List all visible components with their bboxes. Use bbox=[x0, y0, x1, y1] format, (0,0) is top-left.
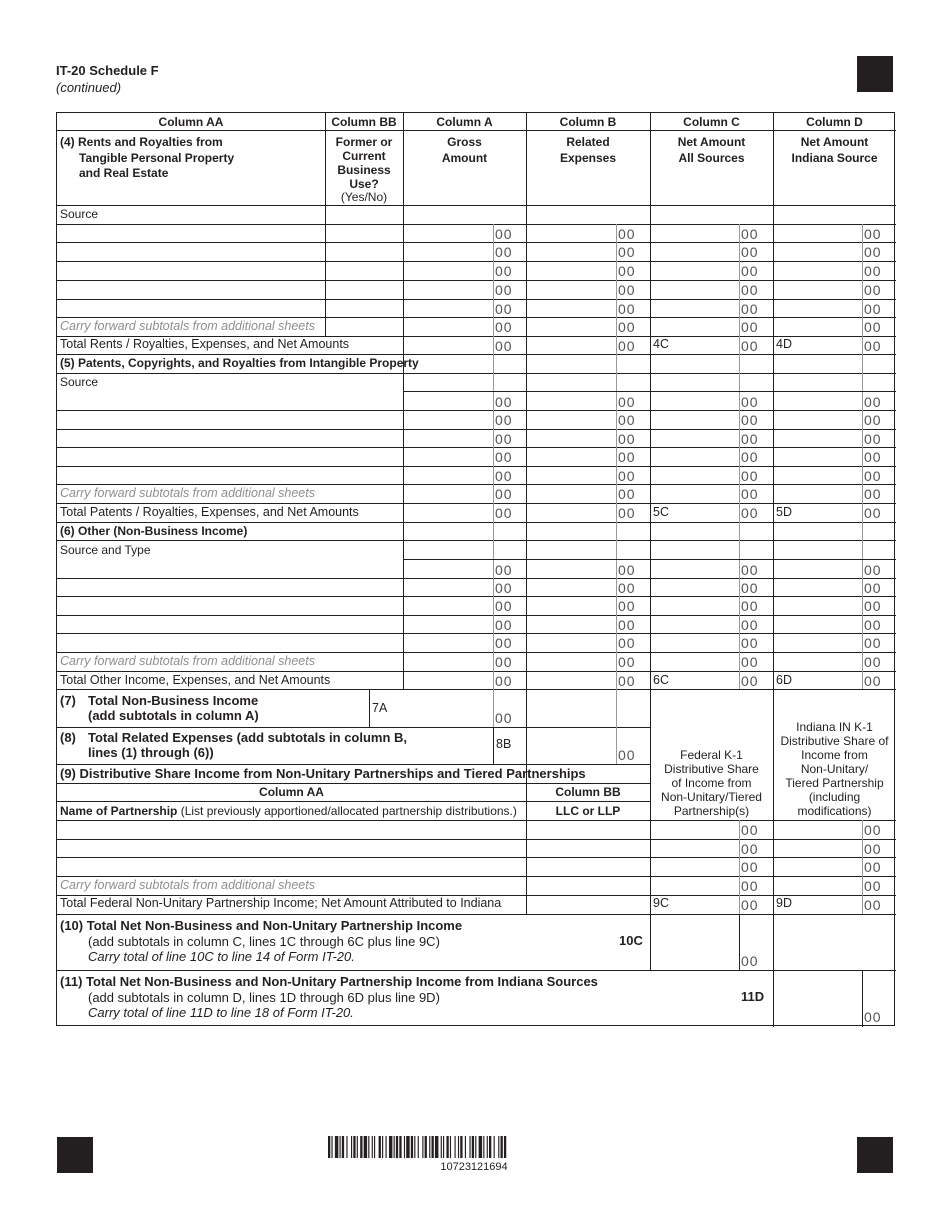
cents-marker: 00 bbox=[741, 244, 759, 260]
cents-marker: 00 bbox=[495, 486, 513, 502]
cents-marker: 00 bbox=[864, 468, 882, 484]
partnership-name-note: (List previously apportioned/allocated partnership distributions.) bbox=[177, 804, 517, 818]
barcode-bar bbox=[458, 1136, 459, 1158]
line-10-subtitle: (add subtotals in column C, lines 1C through 6C plus line 9C) bbox=[88, 934, 440, 949]
barcode-bar bbox=[342, 1136, 344, 1158]
federal-k1-head-3: of Income from bbox=[671, 776, 752, 790]
barcode-bar bbox=[389, 1136, 392, 1158]
cents-marker: 00 bbox=[741, 301, 759, 317]
cents-marker: 00 bbox=[864, 897, 882, 913]
cents-marker: 00 bbox=[864, 673, 882, 689]
cents-marker: 00 bbox=[618, 468, 636, 484]
cents-marker: 00 bbox=[741, 505, 759, 521]
cents-marker: 00 bbox=[741, 654, 759, 670]
cents-marker: 00 bbox=[495, 263, 513, 279]
barcode-bar bbox=[432, 1136, 434, 1158]
barcode-bar bbox=[446, 1136, 448, 1158]
cents-marker: 00 bbox=[864, 301, 882, 317]
cents-marker: 00 bbox=[741, 412, 759, 428]
cents-marker: 00 bbox=[741, 673, 759, 689]
section-6-source-label: Source and Type bbox=[60, 543, 151, 557]
line-7-number: (7) bbox=[60, 693, 76, 708]
barcode-bar bbox=[368, 1136, 369, 1158]
barcode-bar bbox=[382, 1136, 383, 1158]
barcode-bar bbox=[455, 1136, 456, 1158]
line-8-number: (8) bbox=[60, 730, 76, 745]
section-4-title-line2: Tangible Personal Property bbox=[79, 151, 235, 165]
section-5-title: (5) Patents, Copyrights, and Royalties from Intangible Property bbox=[60, 356, 419, 370]
barcode-bar bbox=[429, 1136, 430, 1158]
barcode-bar bbox=[340, 1136, 341, 1158]
barcode-bar bbox=[504, 1136, 506, 1158]
line-11-carry-note: Carry total of line 11D to line 18 of Form IT-20. bbox=[88, 1005, 354, 1020]
column-c-desc-2: All Sources bbox=[678, 151, 745, 165]
cents-marker: 00 bbox=[864, 394, 882, 410]
barcode-bar bbox=[494, 1136, 495, 1158]
line-9-column-aa-header: Column AA bbox=[259, 785, 324, 799]
section-9-total-label: Total Federal Non-Unitary Partnership Income; Net Amount Attributed to Indiana bbox=[60, 896, 502, 910]
barcode-bar bbox=[379, 1136, 381, 1158]
line-8b-code: 8B bbox=[496, 737, 512, 751]
barcode-bar bbox=[489, 1136, 491, 1158]
line-6c-code: 6C bbox=[653, 673, 669, 687]
cents-marker: 00 bbox=[495, 617, 513, 633]
barcode-bar bbox=[364, 1136, 367, 1158]
cents-marker: 00 bbox=[741, 953, 759, 969]
barcode-bar bbox=[475, 1136, 476, 1158]
cents-marker: 00 bbox=[495, 654, 513, 670]
partnership-name-label: Name of Partnership bbox=[60, 804, 178, 818]
line-5c-code: 5C bbox=[653, 505, 669, 519]
cents-marker: 00 bbox=[864, 412, 882, 428]
line-9-title: (9) Distributive Share Income from Non-Unitary Partnerships and Tiered Partnerships bbox=[60, 766, 586, 781]
indiana-k1-head-1: Indiana IN K-1 bbox=[796, 720, 873, 734]
federal-k1-head-4: Non-Unitary/Tiered bbox=[661, 790, 762, 804]
column-a-header: Column A bbox=[436, 115, 493, 129]
cents-marker: 00 bbox=[741, 841, 759, 857]
cents-marker: 00 bbox=[495, 710, 513, 726]
cents-marker: 00 bbox=[495, 301, 513, 317]
line-4d-code: 4D bbox=[776, 337, 792, 351]
barcode-bar bbox=[450, 1136, 451, 1158]
line-9d-code: 9D bbox=[776, 896, 792, 910]
cents-marker: 00 bbox=[495, 580, 513, 596]
barcode-bar bbox=[353, 1136, 355, 1158]
cents-marker: 00 bbox=[618, 244, 636, 260]
line-10-title: (10) Total Net Non-Business and Non-Unitary Partnership Income bbox=[60, 918, 463, 933]
barcode-bar bbox=[425, 1136, 427, 1158]
section-5-source-label: Source bbox=[60, 375, 99, 389]
indiana-k1-head-6: (including bbox=[808, 790, 861, 804]
cents-marker: 00 bbox=[864, 319, 882, 335]
cents-marker: 00 bbox=[864, 263, 882, 279]
line-11d-code: 11D bbox=[741, 989, 765, 1004]
section-6-title: (6) Other (Non-Business Income) bbox=[60, 524, 248, 538]
column-b-desc-2: Expenses bbox=[559, 151, 617, 165]
cents-marker: 00 bbox=[618, 301, 636, 317]
barcode-bar bbox=[386, 1136, 387, 1158]
indiana-k1-head-2: Distributive Share of bbox=[780, 734, 889, 748]
barcode-bar bbox=[328, 1136, 330, 1158]
cents-marker: 00 bbox=[495, 244, 513, 260]
cents-marker: 00 bbox=[864, 431, 882, 447]
cents-marker: 00 bbox=[618, 598, 636, 614]
cents-marker: 00 bbox=[495, 282, 513, 298]
cents-marker: 00 bbox=[864, 486, 882, 502]
column-bb-desc-3: Business bbox=[337, 163, 391, 177]
barcode-bar bbox=[418, 1136, 419, 1158]
cents-marker: 00 bbox=[864, 878, 882, 894]
barcode-bar bbox=[483, 1136, 484, 1158]
barcode-bar bbox=[399, 1136, 401, 1158]
cents-marker: 00 bbox=[741, 897, 759, 913]
registration-mark-bottom-left bbox=[57, 1137, 93, 1173]
barcode-bar bbox=[479, 1136, 482, 1158]
line-5d-code: 5D bbox=[776, 505, 792, 519]
cents-marker: 00 bbox=[741, 878, 759, 894]
form-title: IT-20 Schedule F bbox=[56, 63, 159, 78]
section-4-total-label: Total Rents / Royalties, Expenses, and Net Amounts bbox=[60, 337, 350, 351]
cents-marker: 00 bbox=[741, 859, 759, 875]
cents-marker: 00 bbox=[618, 394, 636, 410]
cents-marker: 00 bbox=[864, 635, 882, 651]
barcode-bar bbox=[357, 1136, 358, 1158]
column-aa-header: Column AA bbox=[158, 115, 224, 129]
indiana-k1-head-7: modifications) bbox=[797, 804, 872, 818]
cents-marker: 00 bbox=[741, 282, 759, 298]
barcode bbox=[328, 1136, 620, 1158]
barcode-bar bbox=[498, 1136, 499, 1158]
cents-marker: 00 bbox=[495, 635, 513, 651]
column-c-header: Column C bbox=[683, 115, 740, 129]
column-b-desc-1: Related bbox=[566, 135, 610, 149]
line-7a-code: 7A bbox=[372, 701, 388, 715]
cents-marker: 00 bbox=[741, 338, 759, 354]
barcode-number: 10723121694 bbox=[440, 1161, 508, 1173]
barcode-bar bbox=[411, 1136, 413, 1158]
barcode-bar bbox=[460, 1136, 462, 1158]
barcode-bar bbox=[422, 1136, 423, 1158]
cents-marker: 00 bbox=[495, 226, 513, 242]
cents-marker: 00 bbox=[864, 580, 882, 596]
column-d-desc-1: Net Amount bbox=[800, 135, 869, 149]
barcode-bar bbox=[372, 1136, 373, 1158]
cents-marker: 00 bbox=[618, 635, 636, 651]
section-5-carry-forward: Carry forward subtotals from additional sheets bbox=[60, 486, 315, 500]
column-c-desc-1: Net Amount bbox=[677, 135, 746, 149]
column-d-header: Column D bbox=[806, 115, 863, 129]
cents-marker: 00 bbox=[495, 468, 513, 484]
barcode-bar bbox=[441, 1136, 442, 1158]
column-b-header: Column B bbox=[559, 115, 617, 129]
cents-marker: 00 bbox=[864, 1009, 882, 1025]
cents-marker: 00 bbox=[618, 747, 636, 763]
cents-marker: 00 bbox=[618, 226, 636, 242]
barcode-bar bbox=[360, 1136, 362, 1158]
cents-marker: 00 bbox=[741, 580, 759, 596]
column-a-desc-2: Amount bbox=[441, 151, 488, 165]
section-9-carry-forward: Carry forward subtotals from additional sheets bbox=[60, 878, 315, 892]
column-a-desc-1: Gross bbox=[447, 135, 482, 149]
federal-k1-head-1: Federal K-1 bbox=[680, 748, 743, 762]
cents-marker: 00 bbox=[618, 319, 636, 335]
column-d-desc-2: Indiana Source bbox=[791, 151, 878, 165]
cents-marker: 00 bbox=[495, 673, 513, 689]
cents-marker: 00 bbox=[864, 562, 882, 578]
line-11-subtitle: (add subtotals in column D, lines 1D through 6D plus line 9D) bbox=[88, 990, 440, 1005]
cents-marker: 00 bbox=[495, 319, 513, 335]
continued-label: (continued) bbox=[56, 80, 122, 95]
section-4-carry-forward: Carry forward subtotals from additional sheets bbox=[60, 319, 315, 333]
cents-marker: 00 bbox=[741, 635, 759, 651]
cents-marker: 00 bbox=[741, 598, 759, 614]
indiana-k1-head-4: Non-Unitary/ bbox=[800, 762, 869, 776]
barcode-bar bbox=[443, 1136, 444, 1158]
cents-marker: 00 bbox=[741, 822, 759, 838]
barcode-bar bbox=[331, 1136, 332, 1158]
cents-marker: 00 bbox=[741, 449, 759, 465]
cents-marker: 00 bbox=[495, 562, 513, 578]
cents-marker: 00 bbox=[618, 505, 636, 521]
federal-k1-head-2: Distributive Share bbox=[664, 762, 759, 776]
cents-marker: 00 bbox=[618, 580, 636, 596]
cents-marker: 00 bbox=[864, 617, 882, 633]
section-5-total-label: Total Patents / Royalties, Expenses, and Net Amounts bbox=[60, 505, 359, 519]
line-9-column-bb-header: Column BB bbox=[555, 785, 621, 799]
barcode-bar bbox=[472, 1136, 474, 1158]
cents-marker: 00 bbox=[618, 673, 636, 689]
cents-marker: 00 bbox=[495, 505, 513, 521]
barcode-bar bbox=[435, 1136, 438, 1158]
cents-marker: 00 bbox=[864, 282, 882, 298]
cents-marker: 00 bbox=[618, 263, 636, 279]
line-8-text-1: Total Related Expenses (add subtotals in column B, bbox=[88, 730, 408, 745]
line-4c-code: 4C bbox=[653, 337, 669, 351]
barcode-bar bbox=[394, 1136, 395, 1158]
line-8-text-2: lines (1) through (6)) bbox=[88, 745, 214, 760]
cents-marker: 00 bbox=[864, 654, 882, 670]
cents-marker: 00 bbox=[495, 598, 513, 614]
column-bb-desc-2: Current bbox=[342, 149, 386, 163]
barcode-bar bbox=[335, 1136, 338, 1158]
barcode-bar bbox=[487, 1136, 488, 1158]
section-6-total-label: Total Other Income, Expenses, and Net Amounts bbox=[60, 673, 331, 687]
cents-marker: 00 bbox=[495, 338, 513, 354]
section-4-title-line1: (4) Rents and Royalties from bbox=[60, 135, 223, 149]
cents-marker: 00 bbox=[618, 654, 636, 670]
column-bb-desc-4: Use? bbox=[349, 177, 379, 191]
barcode-bar bbox=[465, 1136, 466, 1158]
cents-marker: 00 bbox=[741, 486, 759, 502]
barcode-bar bbox=[351, 1136, 352, 1158]
cents-marker: 00 bbox=[618, 617, 636, 633]
cents-marker: 00 bbox=[741, 394, 759, 410]
section-6-carry-forward: Carry forward subtotals from additional sheets bbox=[60, 654, 315, 668]
cents-marker: 00 bbox=[741, 263, 759, 279]
cents-marker: 00 bbox=[864, 822, 882, 838]
cents-marker: 00 bbox=[864, 841, 882, 857]
barcode-bar bbox=[404, 1136, 405, 1158]
cents-marker: 00 bbox=[618, 282, 636, 298]
cents-marker: 00 bbox=[864, 244, 882, 260]
column-bb-header: Column BB bbox=[331, 115, 397, 129]
barcode-bar bbox=[501, 1136, 503, 1158]
column-bb-desc-5: (Yes/No) bbox=[340, 190, 388, 204]
column-bb-desc-1: Former or bbox=[335, 135, 393, 149]
cents-marker: 00 bbox=[618, 338, 636, 354]
cents-marker: 00 bbox=[741, 617, 759, 633]
line-10c-code: 10C bbox=[619, 933, 643, 948]
line-7-text-2: (add subtotals in column A) bbox=[88, 708, 259, 723]
barcode-bar bbox=[374, 1136, 375, 1158]
barcode-bar bbox=[469, 1136, 470, 1158]
cents-marker: 00 bbox=[618, 431, 636, 447]
barcode-bar bbox=[414, 1136, 415, 1158]
line-10-carry-note: Carry total of line 10C to line 14 of Form IT-20. bbox=[88, 949, 355, 964]
cents-marker: 00 bbox=[618, 486, 636, 502]
cents-marker: 00 bbox=[495, 394, 513, 410]
cents-marker: 00 bbox=[618, 412, 636, 428]
cents-marker: 00 bbox=[741, 562, 759, 578]
section-4-title-line3: and Real Estate bbox=[79, 166, 169, 180]
barcode-bar bbox=[406, 1136, 409, 1158]
federal-k1-head-5: Partnership(s) bbox=[673, 804, 750, 818]
line-9c-code: 9C bbox=[653, 896, 669, 910]
line-11-title: (11) Total Net Non-Business and Non-Unitary Partnership Income from Indiana Sources bbox=[60, 974, 598, 989]
registration-mark-bottom-right bbox=[857, 1137, 893, 1173]
schedule-f-form bbox=[56, 112, 895, 1026]
indiana-k1-head-3: Income from bbox=[801, 748, 868, 762]
cents-marker: 00 bbox=[618, 449, 636, 465]
section-4-source-label: Source bbox=[60, 207, 99, 221]
cents-marker: 00 bbox=[495, 449, 513, 465]
barcode-bar bbox=[346, 1136, 347, 1158]
cents-marker: 00 bbox=[741, 226, 759, 242]
cents-marker: 00 bbox=[741, 468, 759, 484]
indiana-k1-head-5: Tiered Partnership bbox=[785, 776, 884, 790]
line-7-text-1: Total Non-Business Income bbox=[88, 693, 259, 708]
barcode-bar bbox=[396, 1136, 398, 1158]
cents-marker: 00 bbox=[864, 338, 882, 354]
line-6d-code: 6D bbox=[776, 673, 792, 687]
cents-marker: 00 bbox=[864, 859, 882, 875]
cents-marker: 00 bbox=[864, 598, 882, 614]
llc-or-llp-label: LLC or LLP bbox=[555, 804, 621, 818]
registration-mark-top-right bbox=[857, 56, 893, 92]
cents-marker: 00 bbox=[495, 431, 513, 447]
cents-marker: 00 bbox=[495, 412, 513, 428]
cents-marker: 00 bbox=[618, 562, 636, 578]
cents-marker: 00 bbox=[741, 319, 759, 335]
cents-marker: 00 bbox=[864, 449, 882, 465]
cents-marker: 00 bbox=[864, 226, 882, 242]
cents-marker: 00 bbox=[864, 505, 882, 521]
cents-marker: 00 bbox=[741, 431, 759, 447]
